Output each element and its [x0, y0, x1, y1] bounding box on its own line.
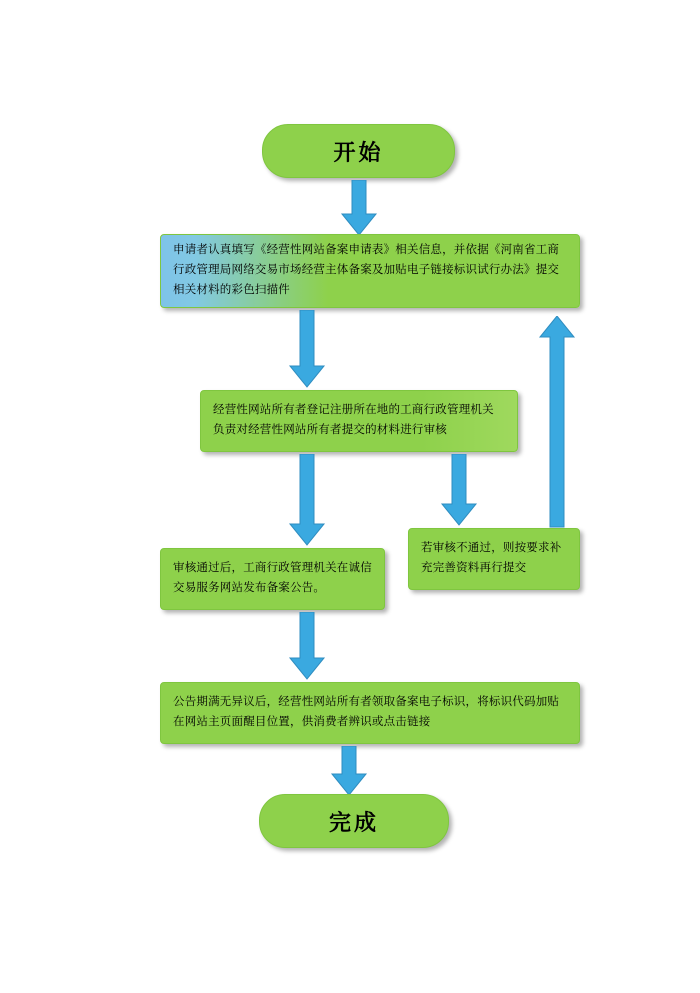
connector-step3-to-step1 — [538, 316, 576, 528]
node-start — [262, 124, 455, 178]
connector-step2-to-step4 — [288, 454, 326, 546]
node-step5 — [160, 682, 580, 744]
connector-step1-to-step2 — [288, 310, 326, 388]
node-step5-label: 公告期满无异议后，经营性网站所有者领取备案电子标识，将标识代码加贴在网站主页面醒目位置，供消费者辨识或点击链接 — [173, 696, 560, 728]
connector-step2-to-step3 — [440, 454, 478, 526]
node-step2-label: 经营性网站所有者登记注册所在地的工商行政管理机关负责对经营性网站所有者提交的材料进行审核 — [213, 404, 494, 436]
node-step4 — [160, 548, 385, 610]
node-step1 — [160, 234, 580, 308]
node-step3 — [408, 528, 580, 590]
connector-step5-to-end — [330, 746, 368, 796]
connector-step4-to-step5 — [288, 612, 326, 680]
node-step2 — [200, 390, 518, 452]
node-end — [259, 794, 449, 848]
connector-start-to-step1 — [340, 180, 378, 236]
node-step3-label: 若审核不通过，则按要求补充完善资料再行提交 — [421, 542, 562, 574]
node-step1-label: 申请者认真填写《经营性网站备案申请表》相关信息，并依据《河南省工商行政管理局网络交易市场经营主体备案及加贴电子链接标识试行办法》提交相关材料的彩色扫描件 — [173, 244, 560, 296]
node-end-label: 完成 — [328, 809, 379, 835]
node-start-label: 开始 — [333, 139, 384, 165]
node-step4-label: 审核通过后，工商行政管理机关在诚信交易服务网站发布备案公告。 — [173, 562, 372, 594]
